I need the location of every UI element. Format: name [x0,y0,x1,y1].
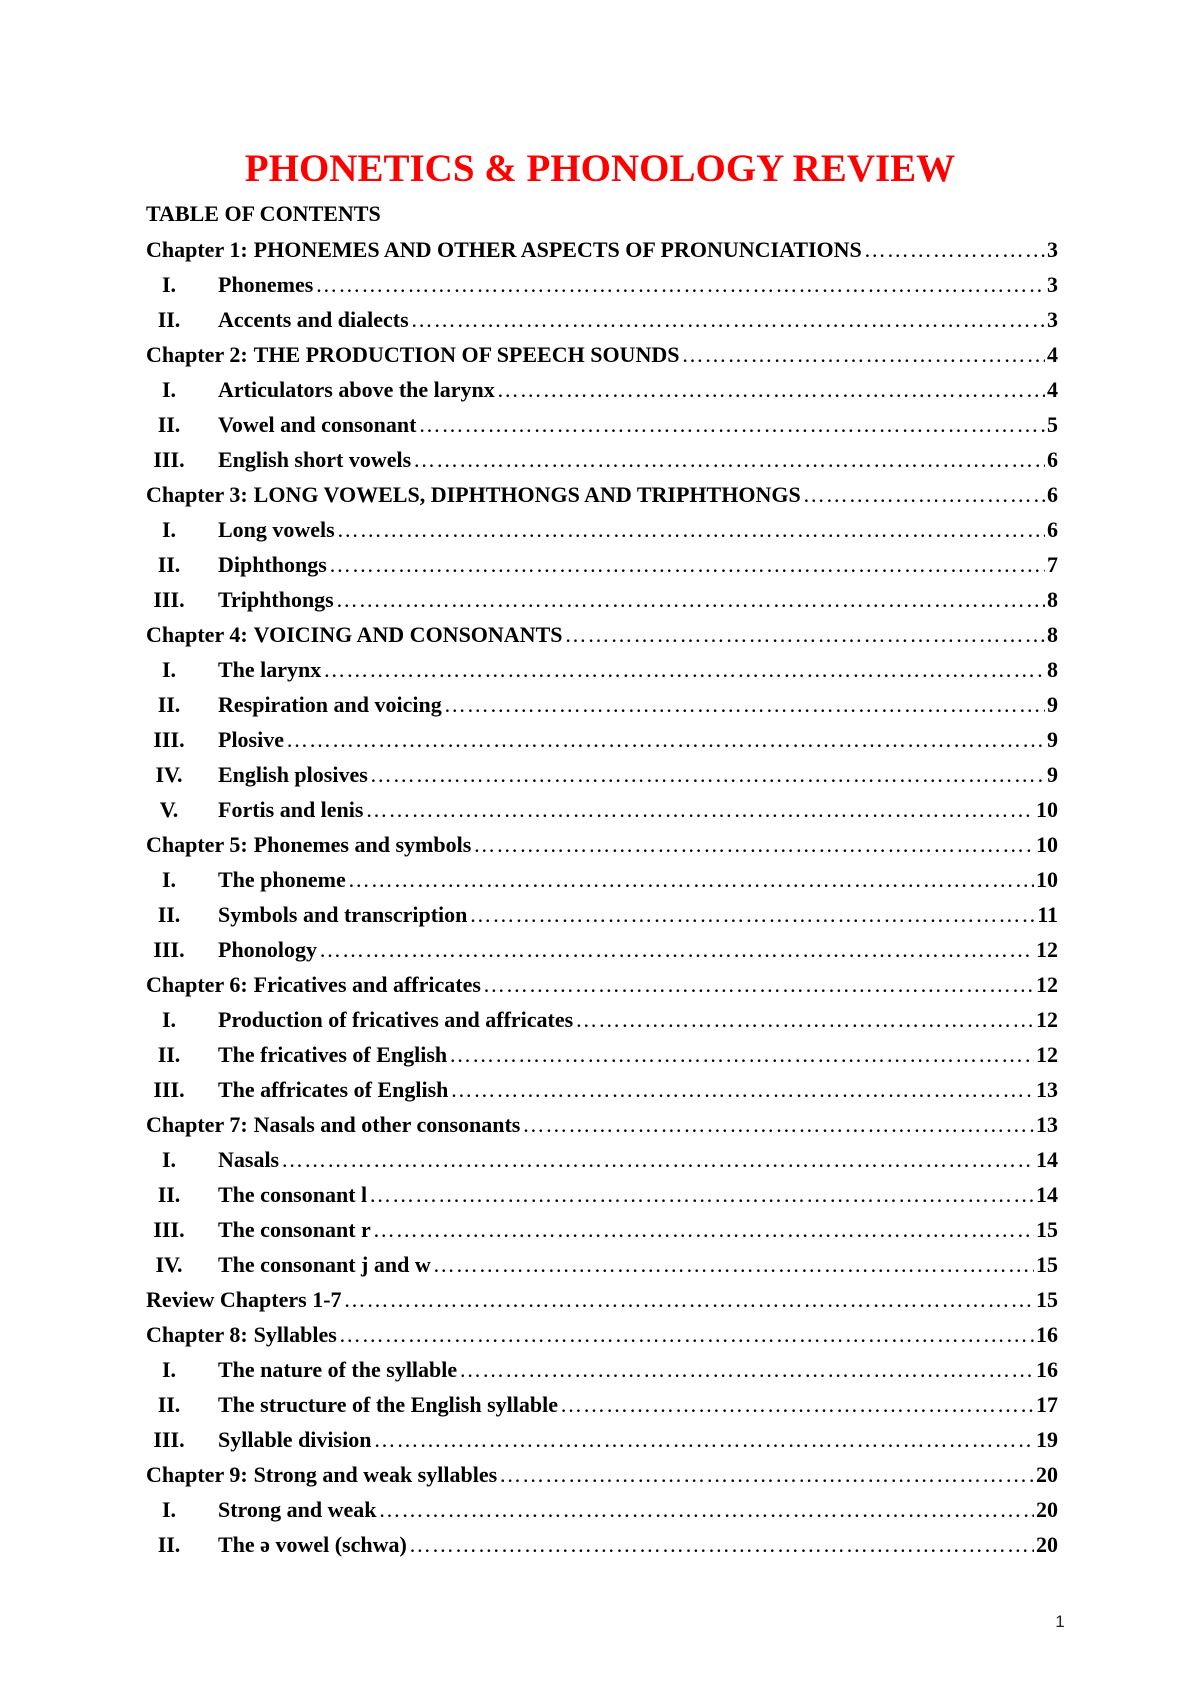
toc-entry[interactable] [146,302,1058,337]
toc-leader-dots [337,517,1045,543]
toc-page-number: 20 [1036,1531,1058,1557]
toc-leader-dots [522,1112,1034,1138]
toc-chapter-label: Chapter 1: [146,236,248,262]
toc-page-number: 15 [1036,1286,1058,1312]
toc-chapter-title: Nasals and other consonants [253,1111,521,1137]
toc-page-number: 9 [1047,726,1058,752]
toc-section-number-wrap [146,307,218,333]
toc-section-number: III. [153,1076,185,1102]
toc-section-number: III. [153,586,185,612]
toc-section-number-wrap [146,1357,218,1383]
toc-section-number-wrap [146,1427,218,1453]
toc-page-number: 14 [1036,1181,1058,1207]
toc-section-number: II. [157,1391,181,1417]
toc-section-number-wrap [146,1007,218,1033]
toc-section-number: I. [161,376,177,402]
toc-leader-dots [281,1147,1034,1173]
toc-entry[interactable] [146,1177,1058,1212]
toc-section-number-wrap [146,937,218,963]
toc-entry[interactable] [146,722,1058,757]
toc-leader-dots [379,1497,1034,1523]
toc-leader-dots [459,1357,1034,1383]
toc-page-number: 13 [1036,1111,1058,1137]
toc-entry[interactable] [146,1142,1058,1177]
toc-section-number: III. [153,726,185,752]
toc-chapter-title: PHONEMES AND OTHER ASPECTS OF PRONUNCIATIONS [253,236,862,262]
toc-section-number: I. [161,516,177,542]
toc-page-number: 13 [1036,1076,1058,1102]
toc-leader-dots [469,902,1035,928]
toc-section-number: II. [157,1531,181,1557]
toc-entry[interactable] [146,442,1058,477]
toc-section-number-wrap [146,1042,218,1068]
toc-section-number: II. [157,691,181,717]
toc-leader-dots [444,692,1045,718]
toc-chapter-title: Strong and weak syllables [253,1461,498,1487]
toc-section-title: The fricatives of English [218,1041,448,1067]
toc-leader-dots [319,937,1034,963]
toc-entry[interactable] [146,232,1058,267]
toc-leader-dots [413,447,1045,473]
toc-section-number-wrap [146,692,218,718]
toc-section-number: II. [157,411,181,437]
toc-page-number: 8 [1047,656,1058,682]
toc-entry[interactable] [146,372,1058,407]
toc-page-number: 9 [1047,691,1058,717]
toc-section-number: I. [161,1006,177,1032]
toc-page-number: 3 [1047,306,1058,332]
toc-entry[interactable] [146,1107,1058,1142]
toc-chapter-label: Chapter 6: [146,971,248,997]
toc-page-number: 4 [1047,376,1058,402]
toc-chapter-label: Chapter 7: [146,1111,248,1137]
table-of-contents [146,232,1058,1562]
toc-page-number: 6 [1047,446,1058,472]
toc-section-number-wrap [146,1077,218,1103]
toc-section-title: Diphthongs [218,551,327,577]
page-number: 1 [1055,1612,1065,1631]
toc-leader-dots [560,1392,1034,1418]
toc-page-number: 20 [1036,1461,1058,1487]
toc-page-number: 17 [1036,1391,1058,1417]
toc-entry[interactable] [146,407,1058,442]
toc-leader-dots [564,622,1045,648]
toc-chapter-title: THE PRODUCTION OF SPEECH SOUNDS [253,341,680,367]
toc-page-number: 12 [1036,1041,1058,1067]
toc-section-number-wrap [146,587,218,613]
toc-entry[interactable] [146,1317,1058,1352]
toc-entry[interactable] [146,932,1058,967]
toc-leader-dots [409,1532,1034,1558]
toc-page-number: 4 [1047,341,1058,367]
toc-chapter-title: Review Chapters 1-7 [146,1286,342,1312]
toc-leader-dots [370,762,1045,788]
toc-page-number: 15 [1036,1251,1058,1277]
toc-page-number: 12 [1036,1006,1058,1032]
toc-section-title: English plosives [218,761,368,787]
toc-section-title: Vowel and consonant [218,411,417,437]
toc-page-number: 15 [1036,1216,1058,1242]
toc-section-number-wrap [146,412,218,438]
toc-section-number-wrap [146,727,218,753]
toc-page-number: 20 [1036,1496,1058,1522]
toc-entry[interactable] [146,757,1058,792]
toc-section-number-wrap [146,1252,218,1278]
toc-leader-dots [497,377,1045,403]
toc-page-number: 10 [1036,866,1058,892]
toc-leader-dots [336,587,1045,613]
toc-leader-dots [365,797,1034,823]
toc-leader-dots [483,972,1034,998]
toc-entry[interactable] [146,652,1058,687]
toc-entry[interactable] [146,1457,1058,1492]
toc-entry[interactable] [146,582,1058,617]
toc-section-number: I. [161,1146,177,1172]
toc-section-number: I. [161,1496,177,1522]
toc-chapter-label: Chapter 3: [146,481,248,507]
toc-section-title: The consonant r [218,1216,371,1242]
toc-entry[interactable] [146,1247,1058,1282]
toc-section-number-wrap [146,1217,218,1243]
toc-entry[interactable] [146,1527,1058,1562]
toc-leader-dots [450,1077,1034,1103]
toc-section-title: Nasals [218,1146,280,1172]
toc-section-title: Strong and weak [218,1496,377,1522]
toc-leader-dots [373,1427,1034,1453]
toc-page-number: 7 [1047,551,1058,577]
toc-page-number: 16 [1036,1321,1058,1347]
toc-section-title: The consonant l [218,1181,368,1207]
toc-section-title: Triphthongs [218,586,334,612]
toc-page-number: 6 [1047,516,1058,542]
toc-section-number-wrap [146,1532,218,1558]
toc-section-number-wrap [146,1497,218,1523]
toc-leader-dots [449,1042,1034,1068]
toc-entry[interactable] [146,1002,1058,1037]
toc-section-number-wrap [146,657,218,683]
toc-chapter-label: Chapter 9: [146,1461,248,1487]
toc-leader-dots [411,307,1045,333]
toc-leader-dots [348,867,1034,893]
toc-section-number: IV. [155,1251,183,1277]
toc-leader-dots [864,237,1045,263]
toc-section-title: Accents and dialects [218,306,409,332]
toc-section-number-wrap [146,517,218,543]
toc-leader-dots [315,272,1045,298]
toc-section-number: I. [161,271,177,297]
toc-leader-dots [681,342,1045,368]
toc-entry[interactable] [146,617,1058,652]
toc-entry[interactable] [146,827,1058,862]
toc-page-number: 9 [1047,761,1058,787]
toc-section-number-wrap [146,902,218,928]
toc-section-number: I. [161,656,177,682]
toc-entry[interactable] [146,512,1058,547]
toc-entry[interactable] [146,1387,1058,1422]
toc-leader-dots [499,1462,1034,1488]
toc-entry[interactable] [146,687,1058,722]
toc-section-title: The consonant j and w [218,1251,431,1277]
toc-section-title: Fortis and lenis [218,796,364,822]
toc-page-number: 8 [1047,586,1058,612]
toc-section-title: The larynx [218,656,322,682]
toc-section-number: II. [157,551,181,577]
toc-entry[interactable] [146,792,1058,827]
toc-page-number: 14 [1036,1146,1058,1172]
toc-entry[interactable] [146,267,1058,302]
toc-entry[interactable] [146,1352,1058,1387]
toc-section-number-wrap [146,1392,218,1418]
toc-section-number-wrap [146,377,218,403]
toc-section-number: II. [157,1181,181,1207]
toc-leader-dots [286,727,1045,753]
toc-section-number: III. [153,936,185,962]
toc-entry[interactable] [146,897,1058,932]
toc-entry[interactable] [146,337,1058,372]
toc-page-number: 12 [1036,936,1058,962]
toc-section-title: Plosive [218,726,284,752]
toc-entry[interactable] [146,1422,1058,1457]
toc-section-title: English short vowels [218,446,412,472]
document-title: PHONETICS & PHONOLOGY REVIEW [244,147,956,190]
toc-leader-dots [373,1217,1034,1243]
toc-section-number-wrap [146,762,218,788]
toc-leader-dots [473,832,1034,858]
toc-leader-dots [418,412,1045,438]
toc-section-title: Articulators above the larynx [218,376,495,402]
toc-section-title: The ə vowel (schwa) [218,1531,407,1557]
toc-section-title: Long vowels [218,516,335,542]
toc-section-number: III. [153,446,185,472]
toc-section-number-wrap [146,1182,218,1208]
toc-leader-dots [433,1252,1034,1278]
toc-entry[interactable] [146,1037,1058,1072]
toc-section-title: The structure of the English syllable [218,1391,559,1417]
toc-leader-dots [575,1007,1034,1033]
toc-entry[interactable] [146,477,1058,512]
toc-section-title: The affricates of English [218,1076,449,1102]
toc-entry[interactable] [146,1072,1058,1107]
toc-entry[interactable] [146,547,1058,582]
toc-entry[interactable] [146,862,1058,897]
toc-chapter-label: Chapter 4: [146,621,248,647]
toc-chapter-title: Fricatives and affricates [253,971,481,997]
toc-page-number: 12 [1036,971,1058,997]
toc-section-number-wrap [146,1147,218,1173]
toc-page-number: 16 [1036,1356,1058,1382]
toc-section-title: The nature of the syllable [218,1356,458,1382]
toc-entry[interactable] [146,967,1058,1002]
toc-section-number-wrap [146,272,218,298]
toc-section-number: V. [159,796,179,822]
toc-section-title: Respiration and voicing [218,691,442,717]
toc-page-number: 10 [1036,796,1058,822]
toc-leader-dots [339,1322,1034,1348]
toc-leader-dots [369,1182,1034,1208]
toc-leader-dots [344,1287,1034,1313]
toc-section-number-wrap [146,552,218,578]
toc-section-title: Symbols and transcription [218,901,468,927]
toc-section-number-wrap [146,447,218,473]
toc-section-number: I. [161,866,177,892]
toc-section-title: Phonology [218,936,318,962]
toc-page-number: 5 [1047,411,1058,437]
toc-chapter-label: Chapter 5: [146,831,248,857]
toc-section-title: Production of fricatives and affricates [218,1006,574,1032]
toc-chapter-title: Phonemes and symbols [253,831,472,857]
toc-section-number-wrap [146,797,218,823]
toc-page-number: 10 [1036,831,1058,857]
toc-section-number-wrap [146,867,218,893]
toc-section-title: The phoneme [218,866,346,892]
toc-section-number: I. [161,1356,177,1382]
toc-leader-dots [323,657,1045,683]
toc-leader-dots [329,552,1045,578]
toc-entry[interactable] [146,1212,1058,1247]
toc-leader-dots [803,482,1045,508]
toc-section-number: IV. [155,761,183,787]
toc-entry[interactable] [146,1282,1058,1317]
toc-section-title: Phonemes [218,271,314,297]
toc-page-number: 19 [1036,1426,1058,1452]
toc-page-number: 11 [1037,901,1058,927]
toc-chapter-title: LONG VOWELS, DIPHTHONGS AND TRIPHTHONGS [253,481,801,507]
toc-page-number: 8 [1047,621,1058,647]
toc-section-number: III. [153,1426,185,1452]
toc-section-number: II. [157,306,181,332]
toc-page-number: 3 [1047,236,1058,262]
toc-heading: TABLE OF CONTENTS [146,201,381,226]
toc-section-number: II. [157,901,181,927]
toc-section-number: II. [157,1041,181,1067]
toc-chapter-title: VOICING AND CONSONANTS [253,621,563,647]
toc-chapter-label: Chapter 8: [146,1321,248,1347]
toc-section-title: Syllable division [218,1426,372,1452]
toc-chapter-title: Syllables [253,1321,337,1347]
toc-entry[interactable] [146,1492,1058,1527]
toc-chapter-label: Chapter 2: [146,341,248,367]
toc-section-number: III. [153,1216,185,1242]
toc-page-number: 6 [1047,481,1058,507]
toc-page-number: 3 [1047,271,1058,297]
